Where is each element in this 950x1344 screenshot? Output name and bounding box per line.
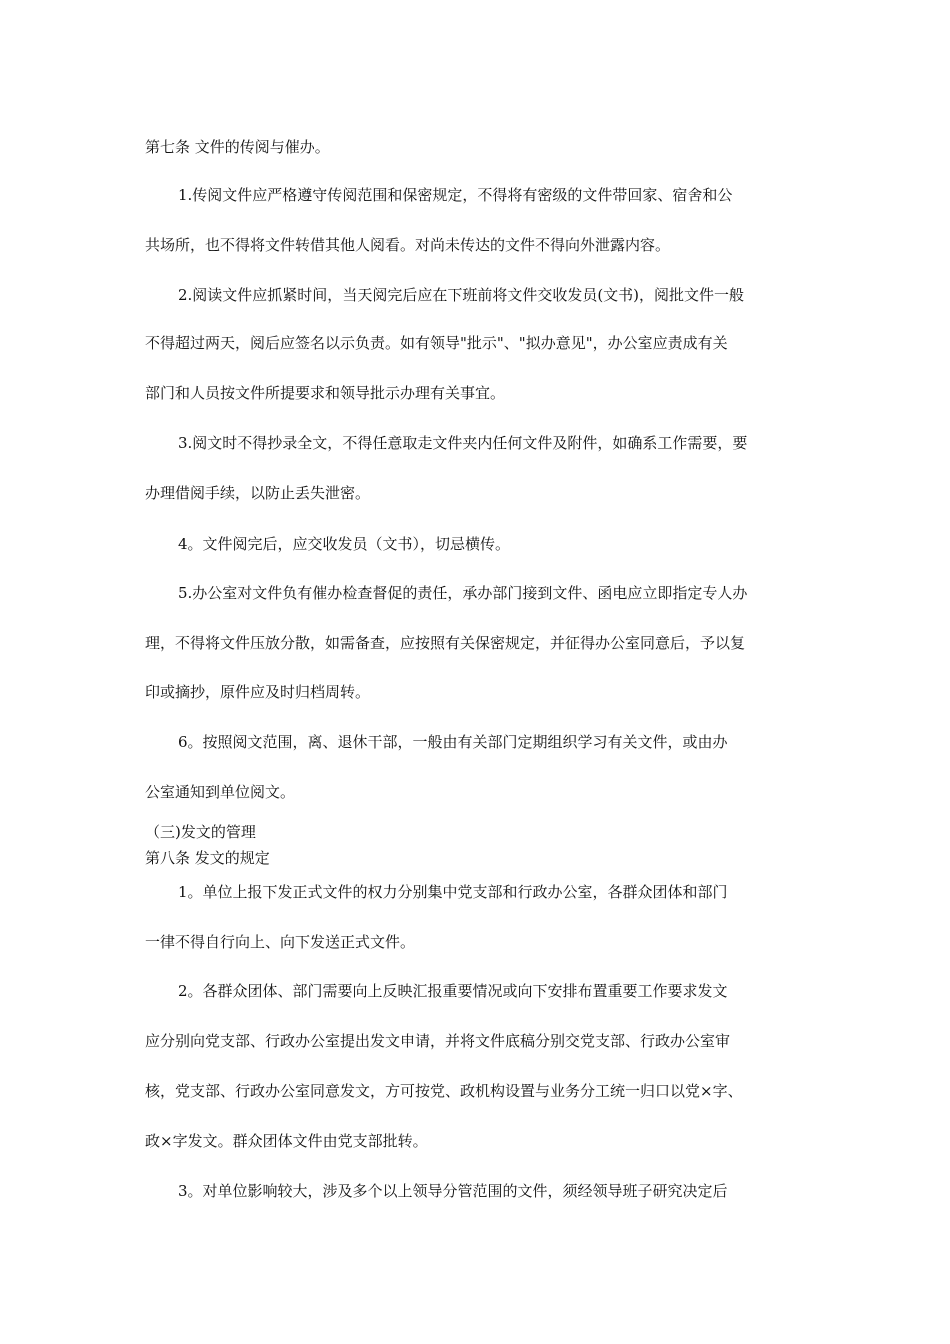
article-7-heading: 第七条 文件的传阅与催办。 — [145, 138, 330, 156]
paragraph-line: 1。单位上报下发正式文件的权力分别集中党支部和行政办公室，各群众团体和部门 — [178, 883, 728, 901]
paragraph-line: 核，党支部、行政办公室同意发文，方可按党、政机构设置与业务分工统一归口以党×字、 — [145, 1082, 743, 1100]
paragraph-line: 2。各群众团体、部门需要向上反映汇报重要情况或向下安排布置重要工作要求发文 — [178, 982, 728, 1000]
paragraph-line: 共场所，也不得将文件转借其他人阅看。对尚未传达的文件不得向外泄露内容。 — [145, 236, 671, 254]
paragraph-line: 应分别向党支部、行政办公室提出发文申请，并将文件底稿分别交党支部、行政办公室审 — [145, 1032, 731, 1050]
paragraph-line: 公室通知到单位阅文。 — [145, 783, 296, 801]
paragraph-line: 不得超过两天，阅后应签名以示负责。如有领导"批示"、"拟办意见"，办公室应责成有关 — [145, 334, 728, 352]
paragraph-line: 3。对单位影响较大，涉及多个以上领导分管范围的文件，须经领导班子研究决定后 — [178, 1182, 728, 1200]
paragraph-line: 6。按照阅文范围，离、退休干部，一般由有关部门定期组织学习有关文件，或由办 — [178, 733, 728, 751]
paragraph-line: 4。文件阅完后，应交收发员（文书），切忌横传。 — [178, 535, 511, 553]
paragraph-line: 3.阅文时不得抄录全文，不得任意取走文件夹内任何文件及附件，如确系工作需要，要 — [178, 434, 748, 452]
paragraph-line: 办理借阅手续，以防止丢失泄密。 — [145, 484, 371, 502]
article-8-heading: 第八条 发文的规定 — [145, 849, 270, 867]
section-heading: （三)发文的管理 — [145, 823, 256, 841]
paragraph-line: 部门和人员按文件所提要求和领导批示办理有关事宜。 — [145, 384, 506, 402]
paragraph-line: 5.办公室对文件负有催办检查督促的责任，承办部门接到文件、函电应立即指定专人办 — [178, 584, 748, 602]
paragraph-line: 理，不得将文件压放分散，如需备查，应按照有关保密规定，并征得办公室同意后，予以复 — [145, 634, 746, 652]
paragraph-line: 1.传阅文件应严格遵守传阅范围和保密规定，不得将有密级的文件带回家、宿舍和公 — [178, 186, 733, 204]
paragraph-line: 一律不得自行向上、向下发送正式文件。 — [145, 933, 416, 951]
paragraph-line: 2.阅读文件应抓紧时间，当天阅完后应在下班前将文件交收发员(文书)，阅批文件一般 — [178, 286, 745, 304]
paragraph-line: 政×字发文。群众团体文件由党支部批转。 — [145, 1132, 428, 1150]
paragraph-line: 印或摘抄，原件应及时归档周转。 — [145, 683, 371, 701]
